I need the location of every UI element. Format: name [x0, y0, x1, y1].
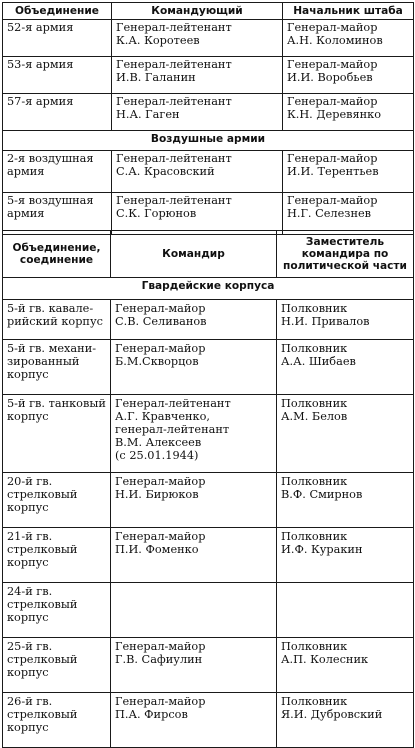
table-header-row [3, 3, 414, 20]
header-unit: Объединение [3, 3, 112, 20]
chief-cell: Генерал-майор И.И. Терентьев [283, 151, 414, 193]
unit-cell: 20-й гв. стрелковый корпус [3, 473, 111, 528]
unit-cell: 25-й гв. стрелковый корпус [3, 638, 111, 693]
deputy-cell: Полковник Н.И. Привалов [277, 300, 414, 340]
commander-cell: Генерал-лейтенант И.В. Галанин [112, 57, 283, 94]
commander-cell: Генерал-лейтенант А.Г. Кравченко, генерал-лейтенант В.М. Алексеев (с 25.01.1944) [111, 395, 277, 473]
deputy-cell: Полковник В.Ф. Смирнов [277, 473, 414, 528]
table-row [3, 151, 414, 193]
unit-cell: 52-я армия [3, 20, 112, 57]
chief-cell: Генерал-майор А.Н. Коломинов [283, 20, 414, 57]
commander-cell: Генерал-лейтенант К.А. Коротеев [112, 20, 283, 57]
table-header-row [3, 231, 414, 278]
commander-cell [111, 583, 277, 638]
unit-cell: 5-я воздушная армия [3, 193, 112, 235]
deputy-cell [277, 583, 414, 638]
table-row [3, 395, 414, 473]
header-commander: Командующий [112, 3, 283, 20]
table-row [3, 693, 414, 748]
table-row [3, 528, 414, 583]
header-unit: Объединение, соединение [3, 231, 111, 278]
table-row [3, 300, 414, 340]
unit-cell: 2-я воздушная армия [3, 151, 112, 193]
section-row-guards-corps [3, 278, 414, 300]
unit-cell: 26-й гв. стрелковый корпус [3, 693, 111, 748]
table-row [3, 57, 414, 94]
table-row [3, 94, 414, 131]
table-row [3, 340, 414, 395]
section-title: Воздушные армии [3, 131, 414, 151]
header-deputy-political: Заместитель командира по политической части [277, 231, 414, 278]
commander-cell: Генерал-майор С.В. Селиванов [111, 300, 277, 340]
deputy-cell: Полковник А.А. Шибаев [277, 340, 414, 395]
unit-cell: 5-й гв. кавале- рийский корпус [3, 300, 111, 340]
chief-cell: Генерал-майор К.Н. Деревянко [283, 94, 414, 131]
chief-cell: Генерал-майор И.И. Воробьев [283, 57, 414, 94]
commander-cell: Генерал-майор П.А. Фирсов [111, 693, 277, 748]
table-row [3, 583, 414, 638]
deputy-cell: Полковник А.М. Белов [277, 395, 414, 473]
commander-cell: Генерал-майор Н.И. Бирюков [111, 473, 277, 528]
armies-table [2, 2, 414, 235]
section-row-air-armies [3, 131, 414, 151]
guards-corps-table [2, 230, 414, 748]
commander-cell: Генерал-майор Г.В. Сафиулин [111, 638, 277, 693]
unit-cell: 53-я армия [3, 57, 112, 94]
table-row [3, 638, 414, 693]
unit-cell: 5-й гв. механи- зированный корпус [3, 340, 111, 395]
header-commander: Командир [111, 231, 277, 278]
unit-cell: 57-я армия [3, 94, 112, 131]
unit-cell: 24-й гв. стрелковый корпус [3, 583, 111, 638]
table-row [3, 473, 414, 528]
commander-cell: Генерал-майор П.И. Фоменко [111, 528, 277, 583]
table-row [3, 20, 414, 57]
unit-cell: 21-й гв. стрелковый корпус [3, 528, 111, 583]
commander-cell: Генерал-лейтенант Н.А. Гаген [112, 94, 283, 131]
unit-cell: 5-й гв. танковый корпус [3, 395, 111, 473]
deputy-cell: Полковник А.П. Колесник [277, 638, 414, 693]
chief-cell: Генерал-майор Н.Г. Селезнев [283, 193, 414, 235]
deputy-cell: Полковник Я.И. Дубровский [277, 693, 414, 748]
header-chief-of-staff: Начальник штаба [283, 3, 414, 20]
table-row [3, 193, 414, 235]
commander-cell: Генерал-лейтенант С.А. Красовский [112, 151, 283, 193]
section-title: Гвардейские корпуса [3, 278, 414, 300]
commander-cell: Генерал-майор Б.М.Скворцов [111, 340, 277, 395]
commander-cell: Генерал-лейтенант С.К. Горюнов [112, 193, 283, 235]
deputy-cell: Полковник И.Ф. Куракин [277, 528, 414, 583]
